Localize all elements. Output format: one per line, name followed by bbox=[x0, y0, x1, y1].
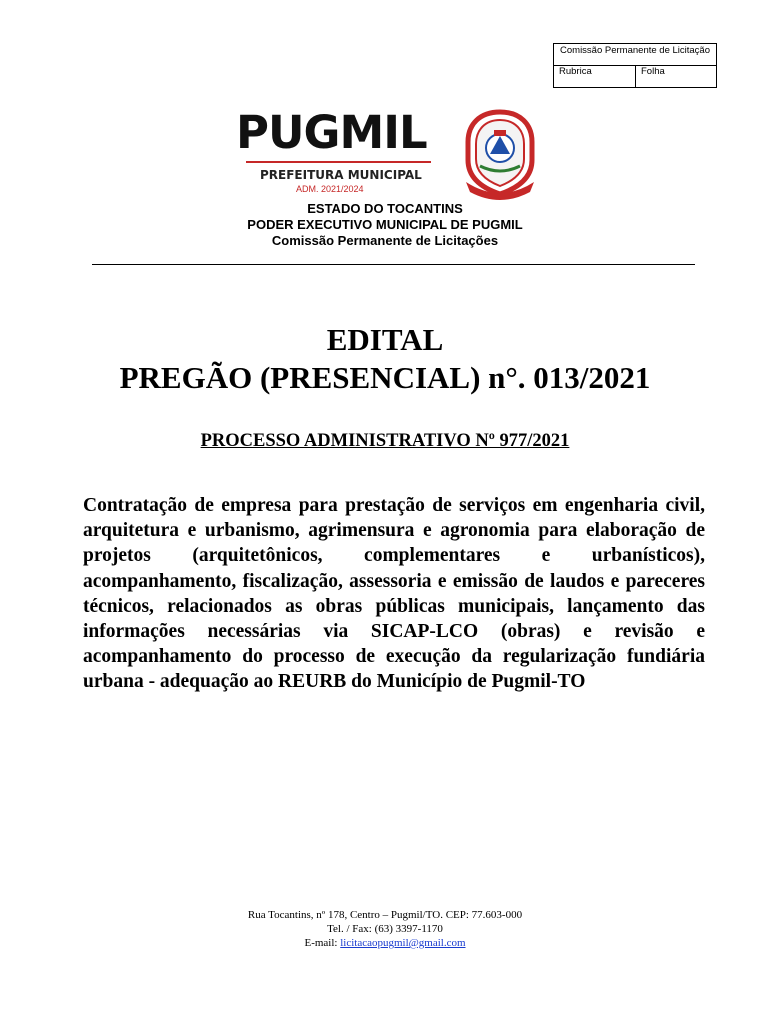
process-number: PROCESSO ADMINISTRATIVO Nº 977/2021 bbox=[200, 431, 570, 451]
municipal-logo bbox=[236, 108, 556, 203]
logo-divider bbox=[246, 161, 431, 163]
document-title: EDITAL bbox=[326, 322, 444, 357]
folha-cell: Folha bbox=[641, 66, 665, 77]
header-commission: Comissão Permanente de Licitações bbox=[271, 233, 499, 248]
logo-subtitle: PREFEITURA MUNICIPAL bbox=[260, 168, 422, 182]
header-executive: PODER EXECUTIVO MUNICIPAL DE PUGMIL bbox=[247, 217, 523, 232]
coat-of-arms-icon bbox=[458, 108, 542, 200]
header-state: ESTADO DO TOCANTINS bbox=[307, 201, 463, 216]
footer-address: Rua Tocantins, nº 178, Centro – Pugmil/TO. CEP: 77.603-000 bbox=[247, 909, 523, 921]
rubric-box-row bbox=[554, 66, 716, 87]
logo-name: PUGMIL bbox=[236, 106, 427, 159]
rubric-cell: Rubrica bbox=[554, 66, 636, 87]
object-description: Contratação de empresa para prestação de serviços em engenharia civil, arquitetura e urbanismo, agrimensura e agronomia para elaboração de projetos (arquitetônicos, complementares e urbanísticos), acompanhamento, fiscalização, assessoria e emissão de laudos e pareceres técnicos, relacionados as obras públicas municipais, lançamento das informações necessárias via SICAP-LCO (obras) e revisão e acompanhamento do processo de execução da regularização fundiária urbana - adequação ao REURB do Município de Pugmil-TO bbox=[83, 495, 705, 693]
footer bbox=[0, 908, 770, 950]
rubric-box-title: Comissão Permanente de Licitação bbox=[554, 44, 716, 66]
logo-adm: ADM. 2021/2024 bbox=[296, 184, 364, 194]
rubric-box bbox=[553, 43, 717, 88]
document-subtitle: PREGÃO (PRESENCIAL) n°. 013/2021 bbox=[119, 360, 651, 395]
document-header bbox=[0, 201, 770, 249]
header-divider bbox=[92, 264, 695, 265]
footer-email-line bbox=[0, 936, 770, 950]
footer-phone: Tel. / Fax: (63) 3397-1170 bbox=[327, 923, 443, 935]
email-link[interactable]: licitacaopugmil@gmail.com bbox=[340, 937, 466, 949]
footer-email-label: E-mail: bbox=[304, 937, 341, 949]
